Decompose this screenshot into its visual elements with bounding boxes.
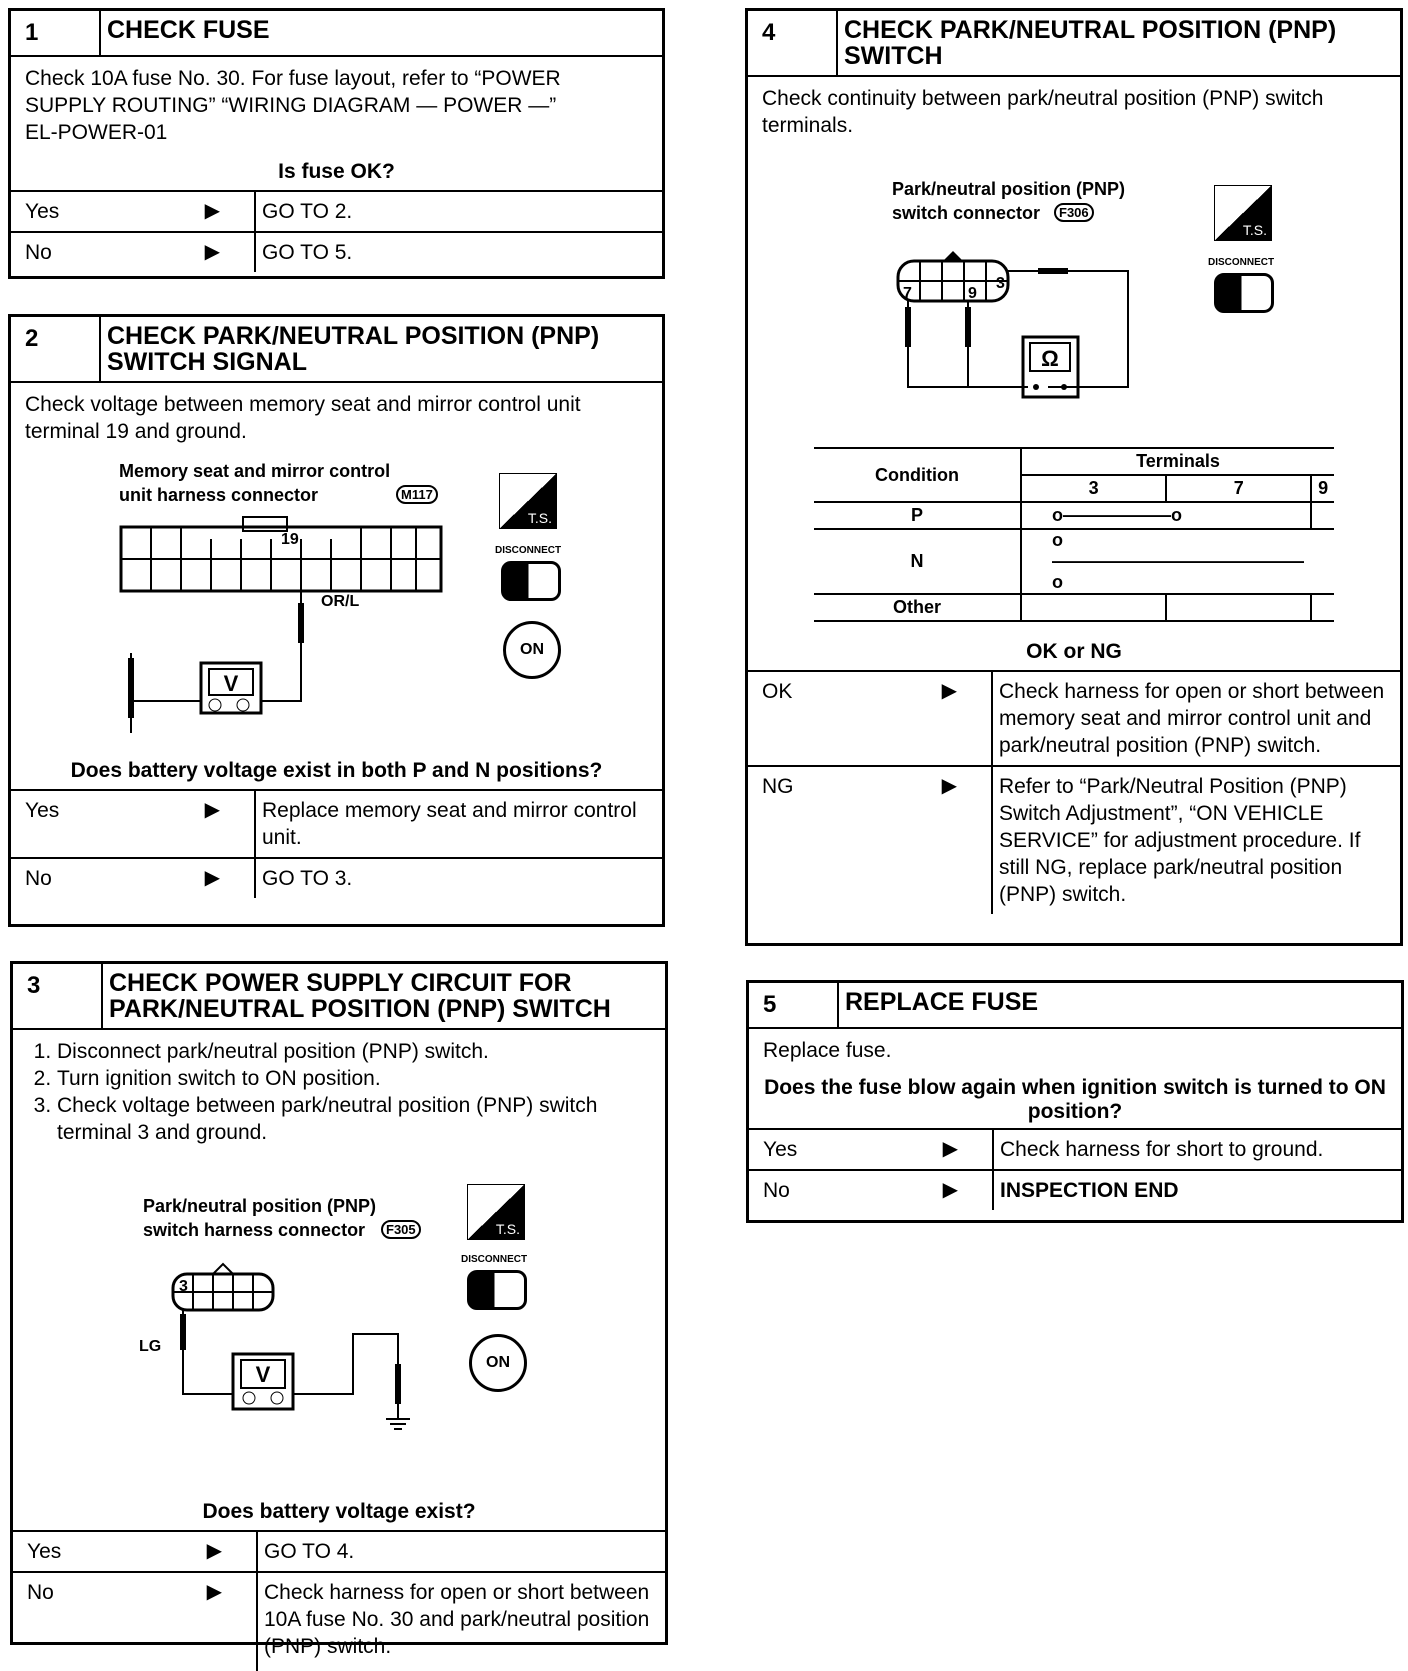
answer-yes — [13, 1530, 665, 1571]
answer-no — [749, 1169, 1401, 1210]
step-number: 2 — [11, 317, 101, 381]
list-item: 2. Turn ignition switch to ON position. — [57, 1065, 651, 1092]
terminal-col: 7 — [1166, 475, 1311, 502]
step-text: Check voltage between memory seat and mirror control unit terminal 19 and ground. — [25, 393, 581, 443]
continuity-3-9: o——————————————o — [1021, 529, 1334, 594]
answer-yes — [11, 789, 662, 857]
question: OK or NG — [1026, 640, 1122, 663]
question: Does battery voltage exist in both P and N positions? — [70, 759, 603, 782]
connector-label: Memory seat and mirror control unit harness connector — [119, 461, 391, 505]
wire-color: OR/L — [321, 593, 360, 610]
answer-label: No — [25, 867, 52, 890]
step-title: CHECK PARK/NEUTRAL POSITION (PNP) SWITCH SIGNAL — [107, 322, 600, 376]
ts-icon: T.S. — [467, 1184, 525, 1240]
answer-yes — [749, 1128, 1401, 1169]
answer-result: GO TO 2. — [262, 200, 353, 223]
wiring-diagram — [888, 237, 1148, 417]
step-5-box — [746, 980, 1404, 1223]
step-title: CHECK FUSE — [107, 16, 270, 44]
answer-label: Yes — [763, 1138, 798, 1161]
answer-label: OK — [762, 680, 793, 703]
answer-result: Check harness for open or short between memory seat and mirror control unit and park/neutral position (PNP) switch. — [999, 680, 1385, 757]
step-title: CHECK POWER SUPPLY CIRCUIT FOR PARK/NEUTRAL POSITION (PNP) SWITCH — [109, 969, 611, 1023]
connector-plug-icon — [1214, 273, 1274, 313]
arrow-icon: ▶ — [941, 775, 957, 797]
continuity-3-7: o——————o — [1021, 502, 1311, 529]
arrow-icon: ▶ — [942, 1138, 958, 1160]
connector-diagram — [748, 147, 1400, 447]
step-text: Check 10A fuse No. 30. For fuse layout, refer to “POWER SUPPLY ROUTING” “WIRING DIAGRAM — POWER —” EL-POWER-01 — [25, 67, 561, 144]
answer-result: Check harness for short to ground. — [1000, 1138, 1324, 1161]
answer-label: No — [25, 241, 52, 264]
list-item: 3. Check voltage between park/neutral position (PNP) switch terminal 3 and ground. — [57, 1092, 651, 1146]
step-number: 5 — [749, 983, 839, 1027]
terminal-label: 9 — [968, 285, 977, 302]
step-title: CHECK PARK/NEUTRAL POSITION (PNP) SWITCH — [844, 16, 1337, 70]
terminal-label: 7 — [903, 285, 912, 302]
answer-label: Yes — [25, 799, 60, 822]
answer-ng — [748, 765, 1400, 914]
answer-result: Replace memory seat and mirror control unit. — [262, 799, 637, 849]
step-4-box — [745, 8, 1403, 946]
arrow-icon: ▶ — [206, 1581, 222, 1603]
terminal-label: 3 — [996, 275, 1005, 292]
connector-plug-icon — [467, 1270, 527, 1310]
step-number: 3 — [13, 964, 103, 1028]
continuity-table — [814, 447, 1334, 622]
connector-id: F305 — [381, 1220, 421, 1239]
connector-plug-icon — [501, 561, 561, 601]
step-3-box — [10, 961, 668, 1658]
disconnect-icon: DISCONNECT — [1208, 257, 1275, 268]
arrow-icon: ▶ — [204, 200, 220, 222]
connector-label: Park/neutral position (PNP) switch harness connector — [143, 1196, 377, 1240]
list-item: 1. Disconnect park/neutral position (PNP) switch. — [57, 1038, 651, 1065]
answer-ok — [748, 670, 1400, 765]
ts-icon: T.S. — [1214, 185, 1272, 241]
condition-row: N — [814, 529, 1021, 594]
answer-label: No — [763, 1179, 790, 1202]
answer-result: Refer to “Park/Neutral Position (PNP) Switch Adjustment”, “ON VEHICLE SERVICE” for adjustment procedure. If still NG, replace park/neutral position (PNP) switch. — [999, 775, 1361, 906]
arrow-icon: ▶ — [204, 867, 220, 889]
answer-result: GO TO 5. — [262, 241, 353, 264]
ignition-on-icon: ON — [503, 621, 561, 679]
question: Does battery voltage exist? — [202, 1500, 476, 1523]
answer-yes — [11, 190, 662, 231]
condition-header: Condition — [814, 448, 1021, 502]
meter-symbol: Ω — [1041, 346, 1059, 371]
answer-no — [11, 231, 662, 272]
step-text: Replace fuse. — [763, 1039, 892, 1062]
answer-label: Yes — [27, 1540, 62, 1563]
connector-label: Park/neutral position (PNP) switch connector — [892, 179, 1126, 223]
answer-result: GO TO 3. — [262, 867, 353, 890]
answer-label: No — [27, 1581, 54, 1604]
answer-no — [11, 857, 662, 898]
ignition-on-icon: ON — [469, 1334, 527, 1392]
connector-id: F306 — [1054, 203, 1094, 222]
arrow-icon: ▶ — [204, 241, 220, 263]
terminal-col: 3 — [1021, 475, 1166, 502]
answer-result: INSPECTION END — [1000, 1179, 1179, 1202]
connector-diagram — [13, 1154, 665, 1494]
arrow-icon: ▶ — [942, 1179, 958, 1201]
step-1-box — [8, 8, 665, 279]
arrow-icon: ▶ — [941, 680, 957, 702]
question: Does the fuse blow again when ignition switch is turned to ON position? — [764, 1076, 1386, 1123]
condition-row: Other — [814, 594, 1021, 621]
answer-no — [13, 1571, 665, 1671]
answer-result: GO TO 4. — [264, 1540, 355, 1563]
meter-symbol: V — [255, 1362, 271, 1387]
step-text: Check continuity between park/neutral position (PNP) switch terminals. — [762, 87, 1324, 137]
connector-id: M117 — [396, 485, 438, 504]
connector-diagram — [11, 453, 662, 753]
step-title: REPLACE FUSE — [845, 988, 1039, 1016]
condition-row: P — [814, 502, 1021, 529]
terminal-col: 9 — [1311, 475, 1334, 502]
meter-symbol: V — [223, 671, 239, 696]
step-number: 4 — [748, 11, 838, 75]
step-number: 1 — [11, 11, 101, 55]
arrow-icon: ▶ — [206, 1540, 222, 1562]
answer-label: NG — [762, 775, 794, 798]
step-list — [13, 1030, 665, 1154]
terminal-label: 19 — [281, 531, 299, 548]
wire-color: LG — [139, 1338, 162, 1355]
answer-label: Yes — [25, 200, 60, 223]
disconnect-icon: DISCONNECT — [461, 1254, 528, 1265]
answer-result: Check harness for open or short between 10A fuse No. 30 and park/neutral position (PNP) switch. — [264, 1581, 650, 1658]
ts-icon: T.S. — [499, 473, 557, 529]
arrow-icon: ▶ — [204, 799, 220, 821]
terminal-label: 3 — [179, 1278, 188, 1295]
disconnect-icon: DISCONNECT — [495, 545, 562, 556]
step-2-box — [8, 314, 665, 927]
question: Is fuse OK? — [278, 160, 395, 183]
terminals-header: Terminals — [1021, 448, 1334, 475]
